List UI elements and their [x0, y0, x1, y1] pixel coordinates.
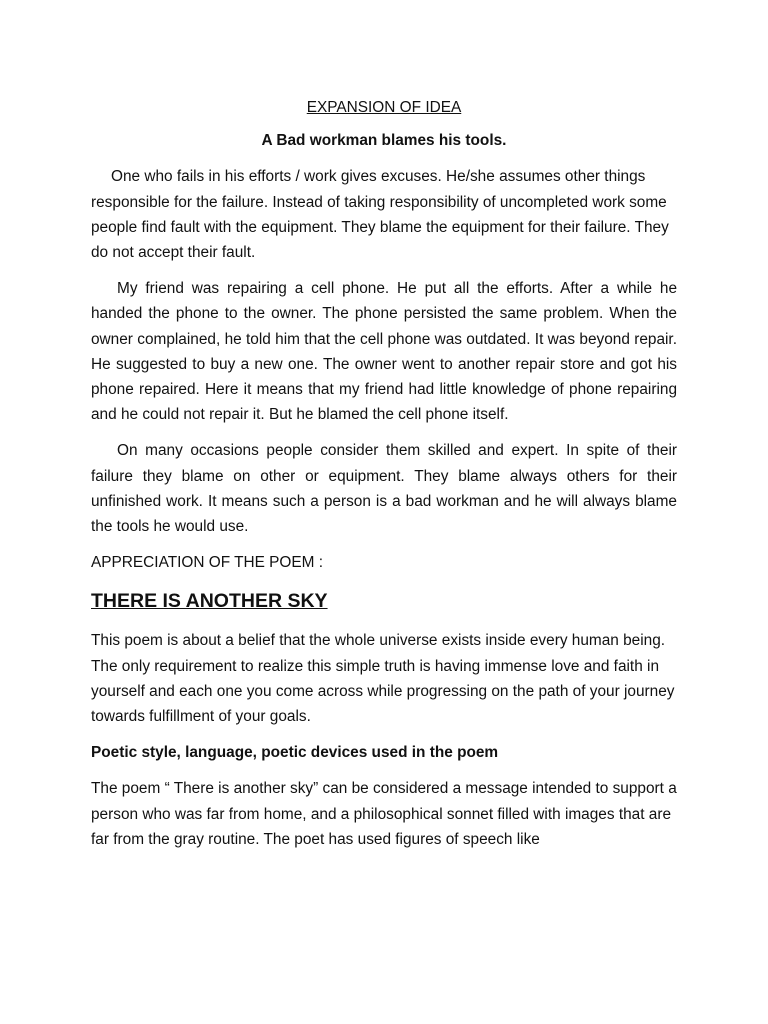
poem-title: THERE IS ANOTHER SKY — [91, 590, 328, 613]
appreciation-label: APPRECIATION OF THE POEM : — [91, 554, 324, 572]
poetic-style-heading: Poetic style, language, poetic devices used in the poem — [91, 744, 499, 762]
final-paragraph: The poem “ There is another sky” can be considered a message intended to support a person who was far from home, and a philosophical sonnet filled with images that are far from the gray routine. The poet has used figures of speech like — [91, 780, 677, 848]
paragraph-3: On many occasions people consider them skilled and expert. In spite of their failure they blame on other or equipment. They blame always others for their unfinished work. It means such a person is a bad workman and he will always blame the tools he would use. — [91, 442, 677, 536]
paragraph-1: One who fails in his efforts / work gives excuses. He/she assumes other things responsible for the failure. Instead of taking responsibility of uncompleted work some people find fault with the equipment. They blame the equipment for their failure. They do not accept their fault. — [91, 168, 669, 262]
proverb-heading: A Bad workman blames his tools. — [261, 132, 507, 150]
document-title: EXPANSION OF IDEA — [306, 99, 462, 116]
paragraph-2: My friend was repairing a cell phone. He put all the efforts. After a while he handed the phone to the owner. The phone persisted the same problem. When the owner complained, he told him that the cell phone was outdated. It was beyond repair. He suggested to buy a new one. The owner went to another repair store and got his phone repaired. Here it means that my friend had little knowledge of phone repairing and he could not repair it. But he blamed the cell phone itself. — [91, 280, 677, 424]
poem-paragraph: This poem is about a belief that the whole universe exists inside every human being. The only requirement to realize this simple truth is having immense love and faith in yourself and each one you come across while progressing on the path of your journey towards fulfillment of your goals. — [91, 632, 675, 726]
document-page — [91, 95, 677, 863]
